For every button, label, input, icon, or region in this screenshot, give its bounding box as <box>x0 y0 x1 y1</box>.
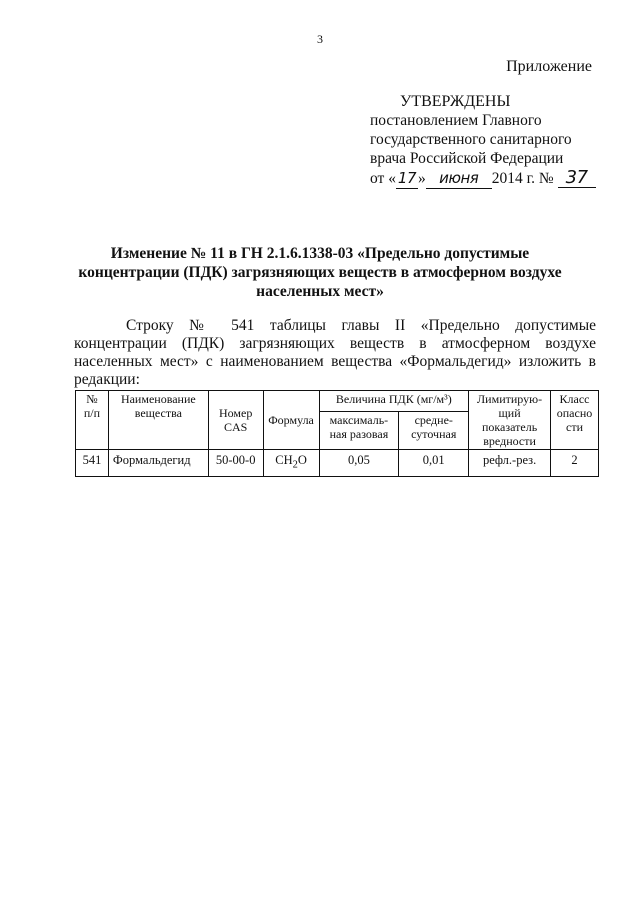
cell-limiting-indicator: рефл.-рез. <box>469 450 551 477</box>
approval-date <box>370 168 620 189</box>
heading-line-1: Изменение № 11 в ГН 2.1.6.1338-03 «Предельно допустимые <box>110 245 530 262</box>
pdk-table <box>75 390 599 477</box>
date-prefix: от « <box>370 170 396 187</box>
approval-block <box>370 92 620 189</box>
cell-substance-name: Формальдегид <box>108 450 208 477</box>
cell-daily-average: 0,01 <box>399 450 469 477</box>
approval-line-3: врача Российской Федерации <box>370 150 564 167</box>
handwritten-day: 17 <box>397 169 416 187</box>
table-row <box>76 450 599 477</box>
approval-title: УТВЕРЖДЕНЫ <box>400 93 511 110</box>
header-substance-name: Наименование вещества <box>108 391 208 450</box>
cell-number: 541 <box>76 450 109 477</box>
header-formula: Формула <box>263 391 319 450</box>
cell-cas: 50-00-0 <box>208 450 263 477</box>
header-cas: Номер CAS <box>208 391 263 450</box>
heading-line-2: концентрации (ПДК) загрязняющих веществ в атмосферном воздухе <box>78 264 562 281</box>
cell-formula: $CH_2O$ <box>263 450 319 477</box>
header-limiting-indicator: Лимитирую- щий показатель вредности <box>469 391 551 450</box>
header-pdk-group: Величина ПДК (мг/м³) <box>319 391 469 412</box>
approval-line-2: государственного санитарного <box>370 131 572 148</box>
date-separator: » <box>417 170 426 187</box>
appendix-label: Приложение <box>506 58 592 75</box>
table-header-row-1 <box>76 391 599 412</box>
header-number: № п/п <box>76 391 109 450</box>
page-number: 3 <box>317 32 323 46</box>
document-heading <box>60 244 580 301</box>
body-text: Строку № 541 таблицы главы II «Предельно допустимые концентрации (ПДК) загрязняющих веществ в атмосферном воздухе населенных мест» с наименованием вещества «Формальдегид» изложить в редакции: <box>74 317 596 388</box>
approval-line-1: постановлением Главного <box>370 112 542 129</box>
handwritten-number: 37 <box>558 168 596 188</box>
header-daily-average: средне- суточная <box>399 411 469 449</box>
header-max-single: максималь- ная разовая <box>319 411 399 449</box>
cell-hazard-class: 2 <box>551 450 599 477</box>
heading-line-3: населенных мест» <box>256 283 384 300</box>
body-paragraph <box>74 317 596 389</box>
date-year: 2014 г. № <box>491 170 554 187</box>
header-hazard-class: Класс опасно сти <box>551 391 599 450</box>
cell-max-single: 0,05 <box>319 450 399 477</box>
handwritten-month: июня <box>426 169 492 189</box>
